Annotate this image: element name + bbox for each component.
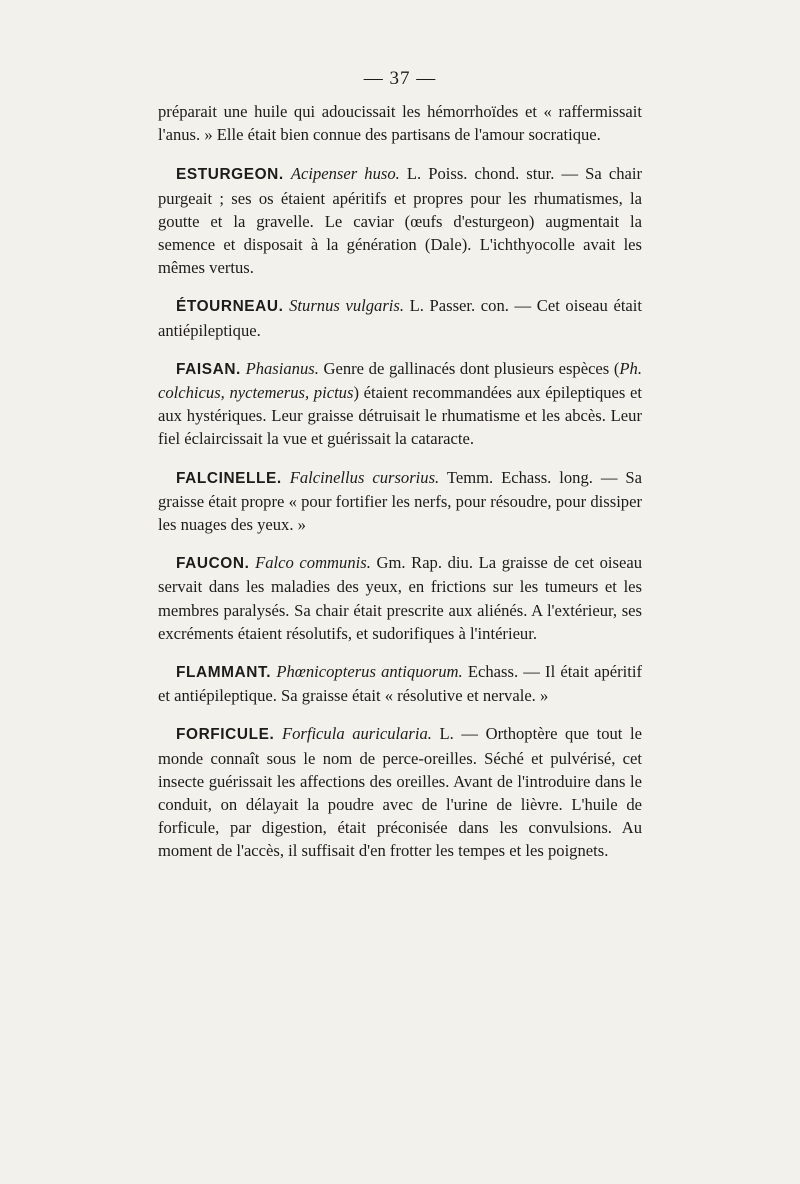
entry-forficule — [158, 722, 642, 862]
page-number: — 37 — — [363, 68, 437, 89]
entry-text: Echass. — Il était apéritif et antiépileptique. Sa graisse était « résolutive et nervale. » — [158, 662, 643, 706]
entry-latin-species: Ph. colchicus, nyctemerus, pictus — [158, 358, 642, 403]
entry-headword: FORFICULE. — [176, 726, 275, 744]
entry-faisan — [158, 357, 642, 451]
entry-headword: ESTURGEON. — [176, 166, 284, 184]
entry-esturgeon — [158, 162, 642, 279]
entry-faucon — [158, 551, 642, 645]
entry-headword: FAUCON. — [176, 555, 250, 573]
entry-headword: FLAMMANT. — [176, 664, 272, 682]
entry-latin-name: Acipenser huso. — [290, 164, 400, 184]
entry-latin-name: Phasianus. — [245, 358, 319, 378]
entry-headword: FALCINELLE. — [176, 469, 282, 487]
entry-headword: FAISAN. — [176, 360, 241, 378]
entry-text: L. — Orthoptère que tout le monde connaît sous le nom de perce-oreilles. Séché et pulvérisé, cet insecte guérissait les affections des oreilles. Avant de l'introduire dans le conduit, on délayait la poudre avec de l'urine de lièvre. L'huile de forficule, par digestion, était préconisée dans les convulsions. Au moment de l'accès, il suffisait d'en frotter les tempes et les poignets. — [158, 724, 642, 861]
entry-latin-name: Forficula auricularia. — [281, 724, 432, 744]
entry-falcinelle — [158, 466, 642, 537]
intro-paragraph: préparait une huile qui adoucissait les hémorrhoïdes et « raffermissait l'anus. » Elle était bien connue des partisans de l'amour socratique. — [158, 102, 642, 145]
entry-latin-name: Phœnicopterus antiquorum. — [276, 662, 463, 682]
entry-text: L. Poiss. chond. stur. — Sa chair purgeait ; ses os étaient apéritifs et propres pour les rhumatismes, la goutte et la gravelle. Le caviar (œufs d'esturgeon) augmentait la semence et disposait à la génération (Dale). L'ichthyocolle avait les mêmes vertus. — [158, 164, 643, 278]
entry-etourneau — [158, 294, 642, 341]
body-text — [158, 100, 642, 863]
entry-text: Gm. Rap. diu. La graisse de cet oiseau servait dans les maladies des yeux, en frictions sur les tumeurs et les membres paralysés. Sa chair était prescrite aux aliénés. A l'extérieur, ses excréments étaient résolutifs, et sudorifiques à l'intérieur. — [158, 553, 643, 643]
entry-latin-name: Sturnus vulgaris. — [289, 296, 405, 316]
entry-flammant — [158, 660, 642, 707]
entry-headword: ÉTOURNEAU. — [176, 298, 284, 316]
entry-text: Temm. Echass. long. — Sa graisse était propre « pour fortifier les nerfs, pour résoudre, pour dissiper les nuages des yeux. » — [158, 467, 642, 535]
entry-text: Genre de gallinacés dont plusieurs espèces ( — [318, 358, 620, 378]
entry-text: ) étaient recommandées aux épileptiques et aux hystériques. Leur graisse détruisait le rhumatisme et les abcès. Leur fiel éclaircissait la vue et guérissait la cataracte. — [158, 383, 642, 449]
entry-latin-name: Falco communis. — [255, 553, 371, 573]
entry-latin-name: Falcinellus cursorius. — [289, 467, 440, 487]
entry-text: L. Passer. con. — Cet oiseau était antiépileptique. — [158, 296, 643, 340]
